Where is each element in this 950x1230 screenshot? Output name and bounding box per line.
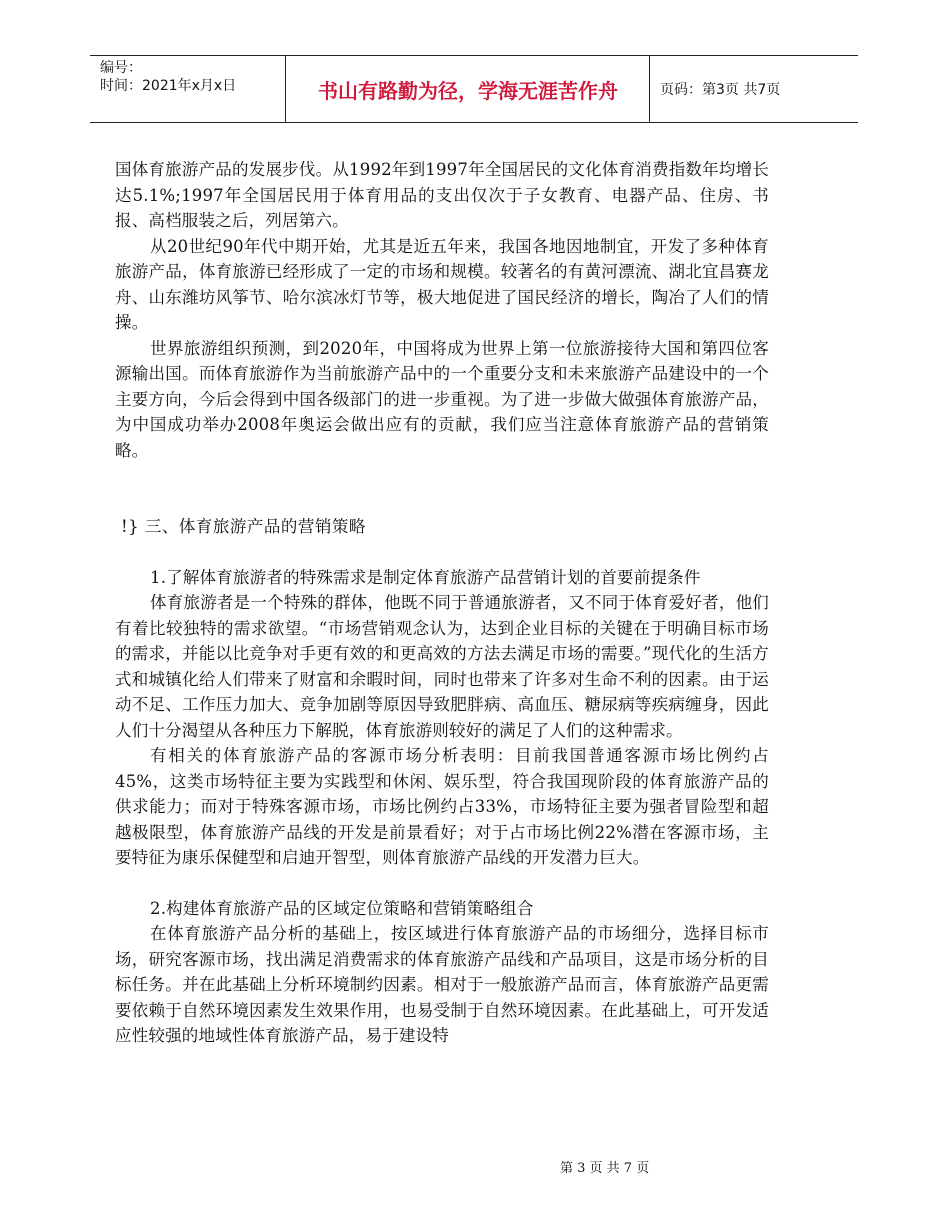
subsection-title-1: 1.了解体育旅游者的特殊需求是制定体育旅游产品营销计划的首要前提条件 [150, 567, 701, 587]
paragraph-4: 体育旅游者是一个特殊的群体，他既不同于普通旅游者，又不同于体育爱好者，他们有着比较独特的需求欲望。“市场营销观念认为，达到企业目标的关键在于明确目标市场的需求，并能以比竞争对手更有效的和更高效的方法去满足市场的需要。”现代化的生活方式和城镇化给人们带来了财富和余暇时间，同时也带来了许多对生命不利的因素。由于运动不足、工作压力加大、竞争加剧等原因导致肥胖病、高血压、糖尿病等疾病缠身，因此人们十分渴望从各种压力下解脱，体育旅游则较好的满足了人们的这种需求。 [115, 593, 769, 740]
header-meta [90, 56, 286, 122]
header-page-info: 页码：第3页 共7页 [660, 82, 781, 98]
subsection-title-2: 2.构建体育旅游产品的区域定位策略和营销策略组合 [150, 898, 534, 918]
number-label: 编号： [100, 60, 142, 76]
paragraph-5: 有相关的体育旅游产品的客源市场分析表明：目前我国普通客源市场比例约占45%，这类市场特征主要为实践型和休闲、娱乐型，符合我国现阶段的体育旅游产品的供求能力；而对于特殊客源市场，市场比例约占33%，市场特征主要为强者冒险型和超越极限型，体育旅游产品线的开发是前景看好；对于占市场比例22%潜在客源市场，主要特征为康乐保健型和启迪开智型，则体育旅游产品线的开发潜力巨大。 [115, 746, 769, 867]
time-label: 时间：2021年x月x日 [100, 78, 237, 94]
page-footer: 第 3 页 共 7 页 [560, 1161, 650, 1176]
paragraph-1: 国体育旅游产品的发展步伐。从1992年到1997年全国居民的文化体育消费指数年均增长达5.1%;1997年全国居民用于体育用品的支出仅次于子女教育、电器产品、住房、书报、高档服装之后，列居第六。 [115, 160, 769, 230]
paragraph-6: 在体育旅游产品分析的基础上，按区域进行体育旅游产品的市场细分，选择目标市场，研究客源市场，找出满足消费需求的体育旅游产品线和产品项目，这是市场分析的目标任务。并在此基础上分析环境制约因素。相对于一般旅游产品而言，体育旅游产品更需要依赖于自然环境因素发生效果作用，也易受制于自然环境因素。在此基础上，可开发适应性较强的地域性体育旅游产品，易于建设特 [115, 924, 769, 1045]
paragraph-2: 从20世纪90年代中期开始，尤其是近五年来，我国各地因地制宜，开发了多种体育旅游产品，体育旅游已经形成了一定的市场和规模。较著名的有黄河漂流、湖北宜昌赛龙舟、山东潍坊风筝节、哈尔滨冰灯节等，极大地促进了国民经济的增长，陶冶了人们的情操。 [115, 236, 769, 332]
page-header [90, 55, 858, 123]
section-title: !} 三、体育旅游产品的营销策略 [121, 517, 366, 536]
paragraph-3: 世界旅游组织预测，到2020年，中国将成为世界上第一位旅游接待大国和第四位客源输出国。而体育旅游作为当前旅游产品中的一个重要分支和未来旅游产品建设中的一个主要方向，今后会得到中国各级部门的进一步重视。为了进一步做大做强体育旅游产品，为中国成功举办2008年奥运会做出应有的贡献，我们应当注意体育旅游产品的营销策略。 [115, 338, 769, 460]
header-motto: 书山有路勤为径，学海无涯苦作舟 [287, 56, 650, 122]
document-body [115, 157, 769, 1049]
